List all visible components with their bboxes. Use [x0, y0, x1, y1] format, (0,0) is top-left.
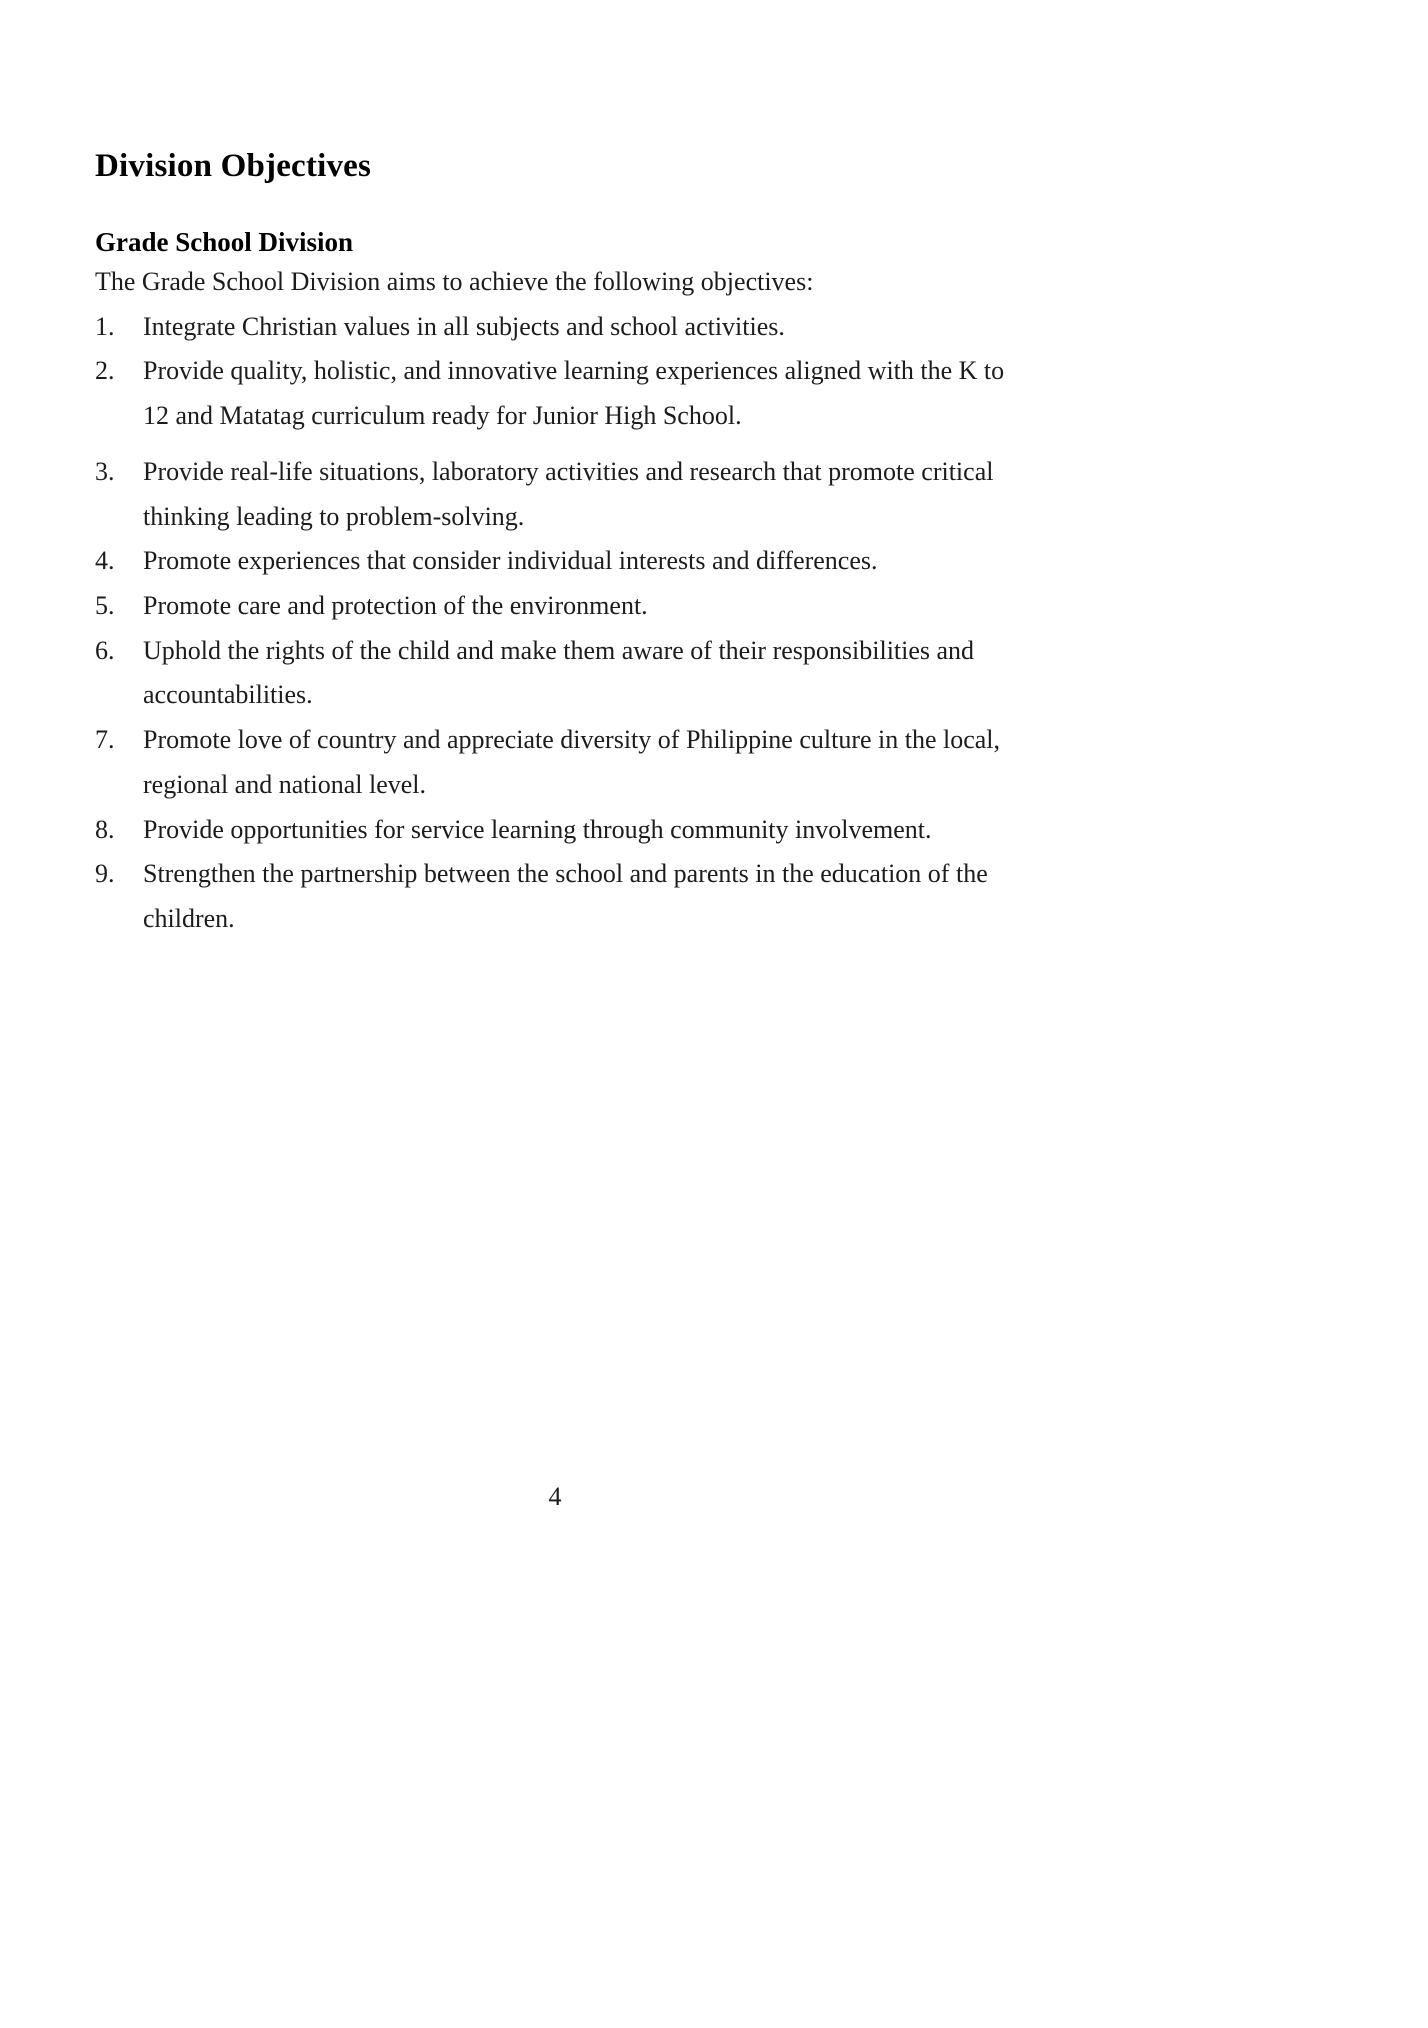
list-item	[95, 349, 1015, 438]
list-item	[95, 629, 1015, 718]
page-title: Division Objectives	[95, 148, 372, 184]
objective-text: Provide opportunities for service learning through community involvement.	[143, 814, 932, 844]
section-heading: Grade School Division	[95, 227, 354, 257]
document-page	[95, 148, 1015, 942]
list-item	[95, 305, 1015, 350]
objective-text: Provide real-life situations, laboratory activities and research that promote critical thinking leading to problem-solving.	[143, 456, 994, 531]
objective-text: Promote experiences that consider individual interests and differences.	[143, 546, 878, 576]
list-item	[95, 808, 1015, 853]
list-item	[95, 539, 1015, 584]
objective-number: 2.	[95, 356, 115, 386]
list-item	[95, 584, 1015, 629]
objective-number: 4.	[95, 546, 115, 576]
objective-text: Provide quality, holistic, and innovative learning experiences aligned with the K to 12 and Matatag curriculum ready for Junior High School.	[143, 356, 1005, 431]
objective-number: 9.	[95, 859, 115, 889]
list-item	[95, 450, 1015, 539]
objective-text: Promote care and protection of the environment.	[143, 591, 648, 621]
objective-number: 6.	[95, 635, 115, 665]
objective-number: 5.	[95, 591, 115, 621]
objective-text: Uphold the rights of the child and make them aware of their responsibilities and accountabilities.	[143, 635, 975, 710]
page-number: 4	[548, 1482, 562, 1511]
objectives-list	[95, 305, 1015, 942]
objective-number: 8.	[95, 814, 115, 844]
objective-number: 7.	[95, 725, 115, 755]
intro-paragraph: The Grade School Division aims to achieve the following objectives:	[95, 267, 814, 296]
objective-number: 3.	[95, 456, 115, 486]
objective-text: Integrate Christian values in all subjects and school activities.	[143, 311, 785, 341]
objective-text: Strengthen the partnership between the school and parents in the education of the children.	[143, 859, 988, 934]
objective-number: 1.	[95, 311, 115, 341]
list-item	[95, 718, 1015, 807]
list-item	[95, 852, 1015, 941]
objective-text: Promote love of country and appreciate diversity of Philippine culture in the local, regional and national level.	[143, 725, 1001, 799]
